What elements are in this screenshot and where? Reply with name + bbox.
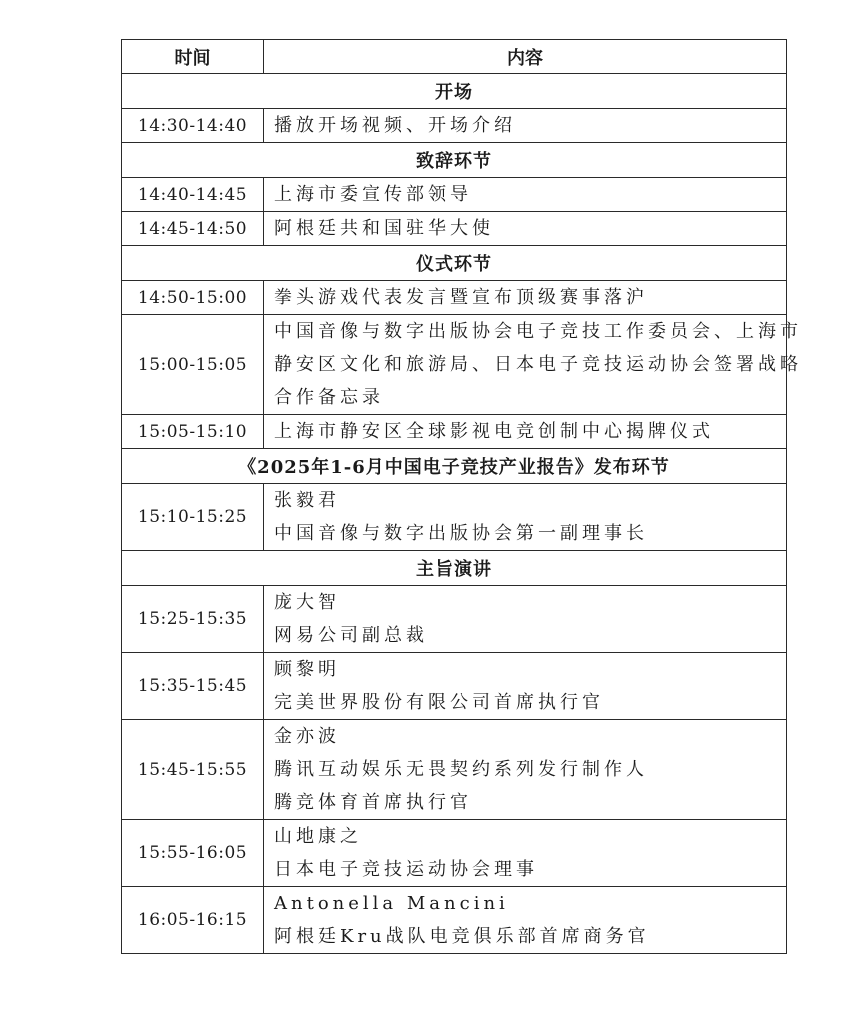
content-line: 上海市静安区全球影视电竞创制中心揭牌仪式 bbox=[274, 421, 714, 442]
content-line: 阿根廷共和国驻华大使 bbox=[274, 218, 494, 239]
content-line: 上海市委宣传部领导 bbox=[274, 184, 472, 205]
schedule-row bbox=[122, 281, 787, 315]
schedule-row bbox=[122, 720, 787, 820]
schedule-row bbox=[122, 212, 787, 246]
content-line: 中国音像与数字出版协会电子竞技工作委员会、上海市 bbox=[274, 321, 802, 342]
content-line: 拳头游戏代表发言暨宣布顶级赛事落沪 bbox=[274, 287, 648, 308]
content-line: 网易公司副总裁 bbox=[274, 625, 428, 646]
content-line: 腾竞体育首席执行官 bbox=[274, 792, 472, 813]
content-line: 金亦波 bbox=[274, 726, 340, 747]
content-line: 山地康之 bbox=[274, 826, 362, 847]
time-cell: 15:05-15:10 bbox=[122, 415, 264, 449]
header-content: 内容 bbox=[264, 40, 787, 74]
time-cell: 14:40-14:45 bbox=[122, 178, 264, 212]
content-line: 合作备忘录 bbox=[274, 387, 384, 408]
section-title: 仪式环节 bbox=[122, 246, 787, 281]
schedule-table bbox=[121, 39, 802, 954]
section-title: 致辞环节 bbox=[122, 143, 787, 178]
section-title: 主旨演讲 bbox=[122, 551, 787, 586]
content-cell bbox=[264, 720, 787, 820]
schedule-row bbox=[122, 653, 787, 720]
content-line: 顾黎明 bbox=[274, 659, 340, 680]
schedule-row bbox=[122, 109, 787, 143]
content-cell bbox=[264, 653, 787, 720]
content-cell bbox=[264, 212, 787, 246]
content-line: 张毅君 bbox=[274, 490, 340, 511]
section-row bbox=[122, 551, 787, 586]
schedule-row bbox=[122, 887, 787, 954]
time-cell: 14:30-14:40 bbox=[122, 109, 264, 143]
section-row bbox=[122, 74, 787, 109]
section-row bbox=[122, 143, 787, 178]
content-cell bbox=[264, 586, 787, 653]
section-title: 《2025年1-6月中国电子竞技产业报告》发布环节 bbox=[122, 449, 787, 484]
time-cell: 15:35-15:45 bbox=[122, 653, 264, 720]
time-cell: 15:25-15:35 bbox=[122, 586, 264, 653]
time-cell: 14:50-15:00 bbox=[122, 281, 264, 315]
content-line: 庞大智 bbox=[274, 592, 340, 613]
content-line: 腾讯互动娱乐无畏契约系列发行制作人 bbox=[274, 759, 648, 780]
content-cell bbox=[264, 315, 802, 415]
content-line: Antonella Mancini bbox=[274, 893, 509, 914]
time-cell: 15:00-15:05 bbox=[122, 315, 264, 415]
time-cell: 15:55-16:05 bbox=[122, 820, 264, 887]
content-line: 阿根廷Kru战队电竞俱乐部首席商务官 bbox=[274, 926, 650, 947]
table-header-row bbox=[122, 40, 787, 74]
content-line: 播放开场视频、开场介绍 bbox=[274, 115, 516, 136]
schedule-row bbox=[122, 315, 787, 415]
schedule-row bbox=[122, 820, 787, 887]
schedule-row bbox=[122, 178, 787, 212]
schedule-body bbox=[122, 74, 802, 954]
content-cell bbox=[264, 415, 787, 449]
section-title: 开场 bbox=[122, 74, 787, 109]
schedule-row bbox=[122, 586, 787, 653]
time-cell: 15:10-15:25 bbox=[122, 484, 264, 551]
time-cell: 14:45-14:50 bbox=[122, 212, 264, 246]
section-row bbox=[122, 449, 787, 484]
content-cell bbox=[264, 484, 787, 551]
header-time: 时间 bbox=[122, 40, 264, 74]
time-cell: 15:45-15:55 bbox=[122, 720, 264, 820]
content-cell bbox=[264, 281, 787, 315]
content-cell bbox=[264, 820, 787, 887]
content-cell bbox=[264, 178, 787, 212]
content-line: 日本电子竞技运动协会理事 bbox=[274, 859, 538, 880]
schedule-row bbox=[122, 484, 787, 551]
schedule-row bbox=[122, 415, 787, 449]
content-line: 完美世界股份有限公司首席执行官 bbox=[274, 692, 604, 713]
section-row bbox=[122, 246, 787, 281]
content-cell bbox=[264, 887, 787, 954]
content-line: 中国音像与数字出版协会第一副理事长 bbox=[274, 523, 648, 544]
content-cell bbox=[264, 109, 787, 143]
time-cell: 16:05-16:15 bbox=[122, 887, 264, 954]
content-line: 静安区文化和旅游局、日本电子竞技运动协会签署战略 bbox=[274, 354, 802, 375]
